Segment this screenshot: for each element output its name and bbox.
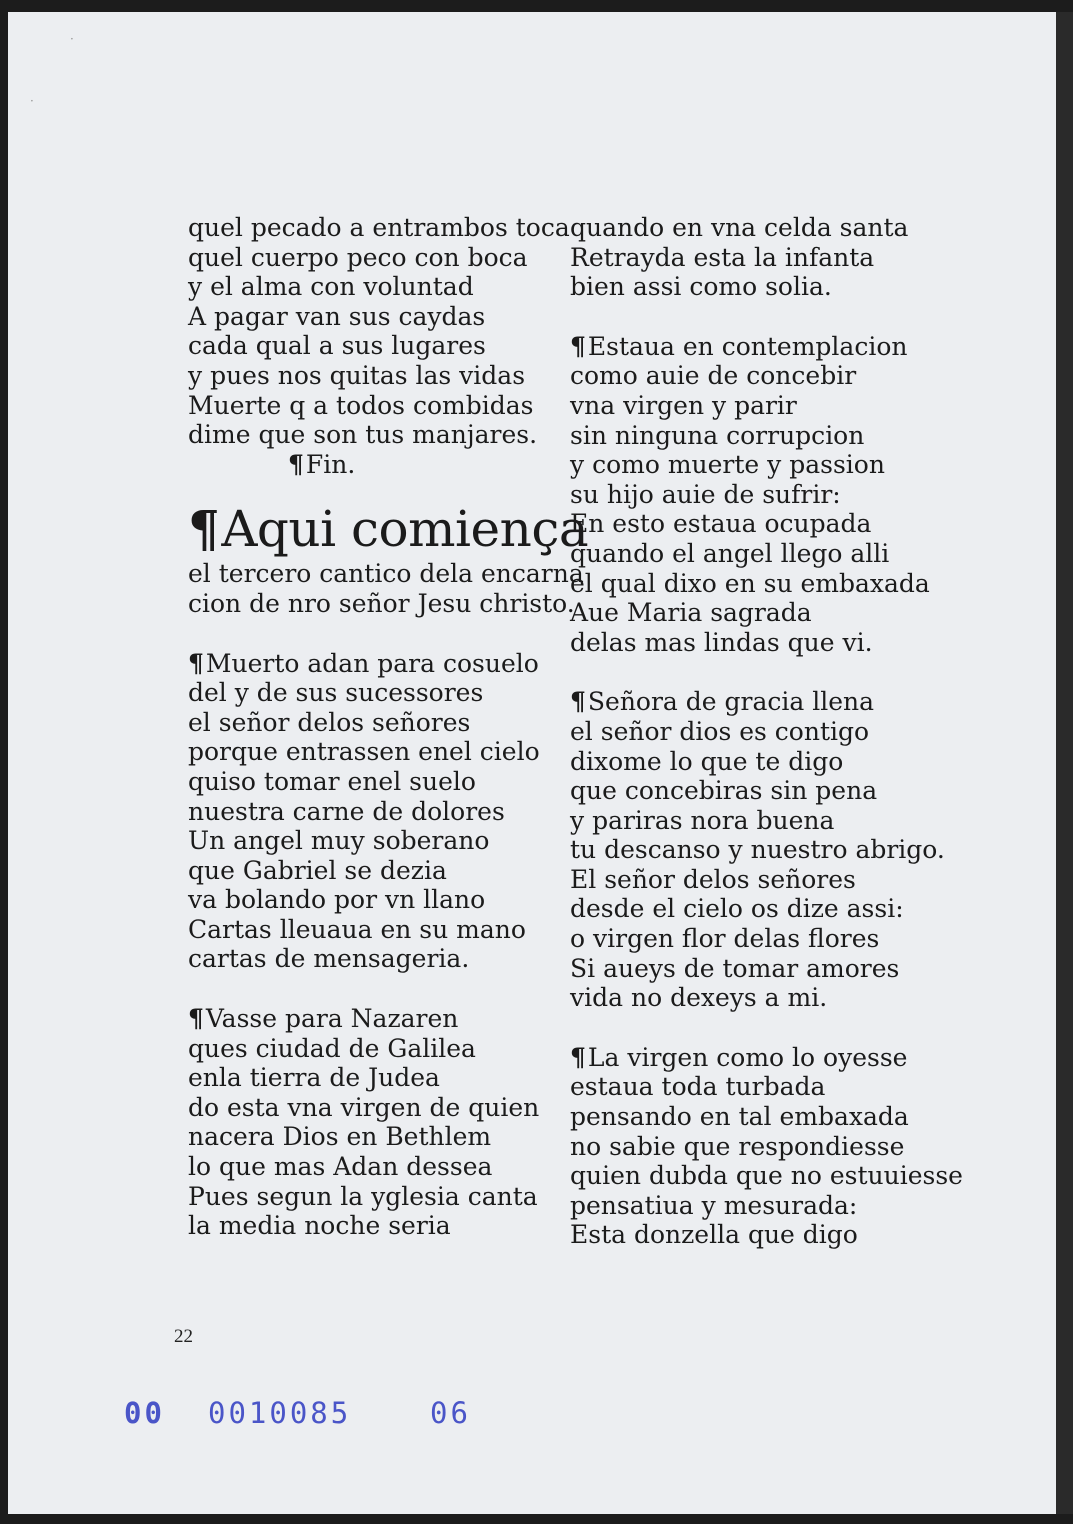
speck-mark: · <box>70 32 74 46</box>
verse-line: enla tierra de Judea <box>188 1063 440 1093</box>
verse-line: dime que son tus manjares. <box>188 420 538 450</box>
verse-text: Estaua en contemplacion <box>587 331 908 361</box>
right-column <box>570 213 963 1250</box>
verse-line: quando el angel llego alli <box>570 538 890 568</box>
pilcrow-icon: ¶ <box>188 1004 204 1034</box>
archive-stamp-number: 0010085 <box>208 1396 352 1430</box>
verse-line: Cartas lleuaua en su mano <box>188 914 526 944</box>
verse-line: delas mas lindas que vi. <box>570 627 873 657</box>
verse-line: su hijo auie de sufrir: <box>570 479 841 509</box>
page-number: 22 <box>174 1326 193 1347</box>
stanza-gap <box>188 619 558 649</box>
verse-line: vida no dexeys a mi. <box>570 983 828 1013</box>
verse-line: pensando en tal embaxada <box>570 1102 909 1132</box>
stanza <box>570 687 945 1013</box>
verse-line: En esto estaua ocupada <box>570 509 872 539</box>
verse-line: El señor delos señores <box>570 864 856 894</box>
verse-line: el señor delos señores <box>188 707 471 737</box>
verse-line: pensatiua y mesurada: <box>570 1190 858 1220</box>
verse-line: Muerte q a todos combidas <box>188 390 534 420</box>
verse-line: porque entrassen enel cielo <box>188 737 540 767</box>
verse-line: va bolando por vn llano <box>188 885 486 915</box>
verse-line: quel pecado a entrambos toca <box>188 213 570 242</box>
stanza-gap <box>570 1013 930 1043</box>
verse-line: el qual dixo en su embaxada <box>570 568 930 598</box>
verse-line: tu descanso y nuestro abrigo. <box>570 835 945 865</box>
archive-stamp-suffix: 06 <box>430 1396 471 1430</box>
heading-subtitle-line: el tercero cantico dela encarna <box>188 559 584 589</box>
stanza-gap <box>570 302 930 332</box>
verse-line: do esta vna virgen de quien <box>188 1092 540 1122</box>
verse-line: ques ciudad de Galilea <box>188 1033 476 1063</box>
verse-line: y el alma con voluntad <box>188 272 474 302</box>
verse-line: Si aueys de tomar amores <box>570 953 900 983</box>
stanza-gap <box>570 657 930 687</box>
verse-line: nacera Dios en Bethlem <box>188 1122 492 1152</box>
verse-line: no sabie que respondiesse <box>570 1131 905 1161</box>
verse-line: vna virgen y parir <box>570 390 797 420</box>
verse-line: quel cuerpo peco con boca <box>188 242 528 272</box>
speck-mark: · <box>30 94 34 108</box>
verse-line: Retrayda esta la infanta <box>570 242 875 272</box>
stanza <box>570 332 930 658</box>
verse-line: Un angel muy soberano <box>188 826 490 856</box>
pilcrow-icon: ¶ <box>570 331 586 361</box>
section-heading <box>188 499 589 559</box>
verse-line: lo que mas Adan dessea <box>188 1152 493 1182</box>
heading-subtitle-line: cion de nro señor Jesu christo. <box>188 588 575 618</box>
verse-text: Señora de gracia llena <box>587 687 875 717</box>
verse-line: estaua toda turbada <box>570 1072 826 1102</box>
archive-stamp-prefix: 00 <box>124 1396 165 1430</box>
left-column <box>188 213 589 1241</box>
verse-line: dixome lo que te digo <box>570 746 844 776</box>
verse-line: o virgen flor delas flores <box>570 924 880 954</box>
verse-line <box>570 1043 930 1073</box>
fin-line <box>188 450 558 480</box>
scan-edge <box>1056 12 1073 1514</box>
verse-line: quien dubda que no estuuiesse <box>570 1161 963 1191</box>
verse-line: quando en vna celda santa <box>570 213 909 242</box>
verse-line <box>188 1004 558 1034</box>
heading-text: Aqui comiença <box>221 500 589 559</box>
verse-line: A pagar van sus caydas <box>188 301 486 331</box>
verse-line: quiso tomar enel suelo <box>188 766 476 796</box>
verse-line <box>570 332 930 362</box>
fin-label: Fin. <box>305 449 356 479</box>
stanza <box>188 213 570 479</box>
verse-line: Pues segun la yglesia canta <box>188 1181 538 1211</box>
pilcrow-icon: ¶ <box>288 449 304 479</box>
verse-text: Muerto adan para cosuelo <box>205 648 539 678</box>
verse-line: desde el cielo os dize assi: <box>570 894 904 924</box>
verse-line: y pariras nora buena <box>570 805 835 835</box>
verse-line: sin ninguna corrupcion <box>570 420 865 450</box>
stanza <box>570 1042 963 1250</box>
verse-line: cartas de mensageria. <box>188 944 470 974</box>
verse-line: y pues nos quitas las vidas <box>188 360 526 390</box>
verse-text: La virgen como lo oyesse <box>587 1042 908 1072</box>
verse-line <box>188 649 558 679</box>
verse-line: del y de sus sucessores <box>188 678 484 708</box>
verse-line: cada qual a sus lugares <box>188 331 486 361</box>
pilcrow-icon: ¶ <box>570 687 586 717</box>
verse-line: la media noche seria <box>188 1211 451 1241</box>
pilcrow-icon: ¶ <box>188 499 220 559</box>
verse-line: que concebiras sin pena <box>570 776 878 806</box>
verse-line: nuestra carne de dolores <box>188 796 505 826</box>
verse-line <box>570 687 930 717</box>
verse-line: bien assi como solia. <box>570 272 832 302</box>
stanza-gap <box>188 974 558 1004</box>
stanza <box>570 213 930 302</box>
stanza <box>188 649 558 975</box>
verse-line: como auie de concebir <box>570 361 857 391</box>
verse-line: que Gabriel se dezia <box>188 855 447 885</box>
verse-text: Vasse para Nazaren <box>205 1004 459 1034</box>
verse-line: Esta donzella que digo <box>570 1220 858 1250</box>
verse-line: Aue Maria sagrada <box>570 598 812 628</box>
pilcrow-icon: ¶ <box>188 648 204 678</box>
verse-line: y como muerte y passion <box>570 450 885 480</box>
stanza <box>188 1004 558 1241</box>
pilcrow-icon: ¶ <box>570 1042 586 1072</box>
verse-line: el señor dios es contigo <box>570 716 870 746</box>
